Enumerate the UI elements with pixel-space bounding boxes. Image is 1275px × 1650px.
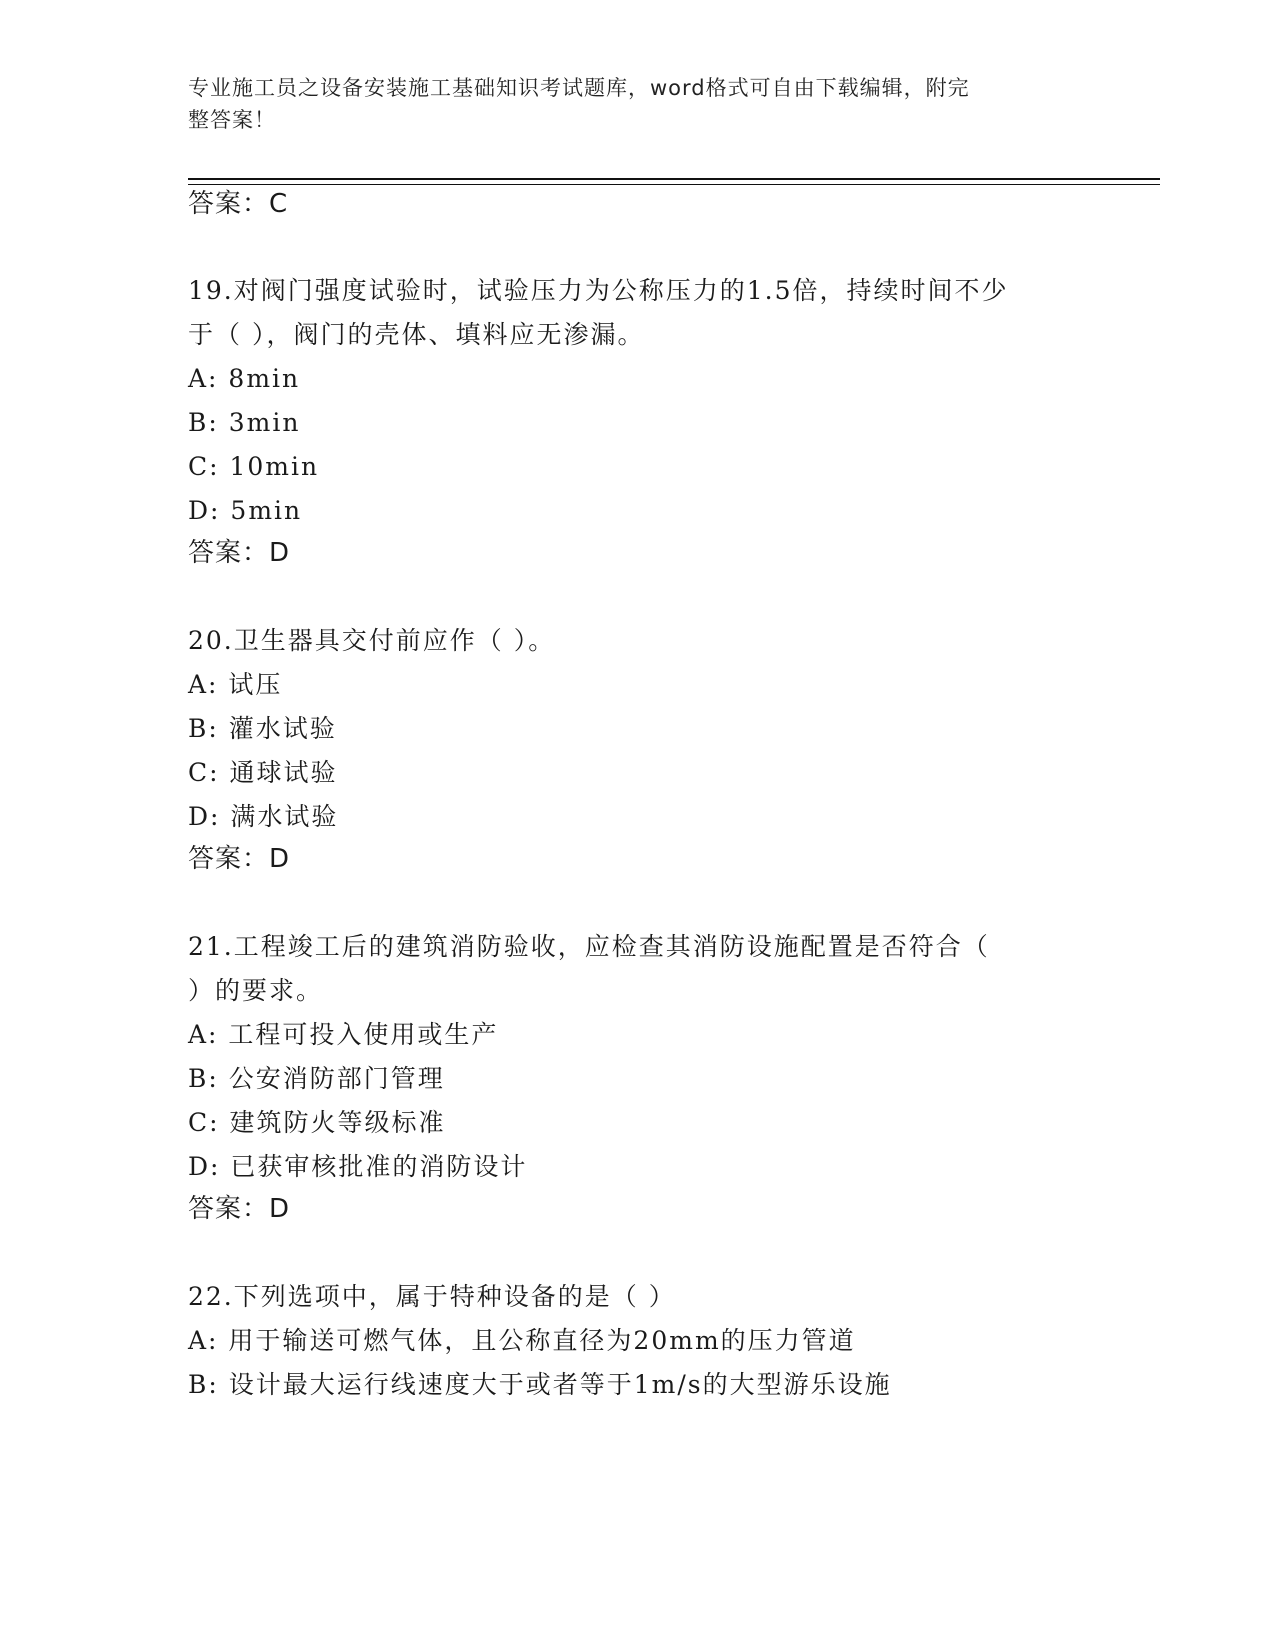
question-20-stem-line-1: 20.卫生器具交付前应作（ ）。 bbox=[188, 626, 556, 655]
header-title-line-2: 整答案！ bbox=[188, 108, 276, 132]
question-21-stem-line-1: 21.工程竣工后的建筑消防验收，应检查其消防设施配置是否符合（ bbox=[188, 932, 990, 961]
question-19-stem-line-1: 19.对阀门强度试验时，试验压力为公称压力的1.5倍，持续时间不少 bbox=[188, 276, 1009, 305]
question-21-option-a: A: 工程可投入使用或生产 bbox=[188, 1020, 499, 1049]
document-header bbox=[188, 72, 1068, 136]
question-19-answer: 答案：D bbox=[188, 538, 291, 568]
question-20-option-d: D: 满水试验 bbox=[188, 802, 339, 831]
question-19-option-b: B: 3min bbox=[188, 408, 301, 437]
question-20-option-c: C: 通球试验 bbox=[188, 758, 338, 787]
question-21-option-b: B: 公安消防部门管理 bbox=[188, 1064, 445, 1093]
previous-answer: 答案：C bbox=[188, 189, 289, 219]
question-19-stem-line-2: 于（ ），阀门的壳体、填料应无渗漏。 bbox=[188, 320, 645, 349]
question-21-option-c: C: 建筑防火等级标准 bbox=[188, 1108, 446, 1137]
question-21-stem-line-2: ）的要求。 bbox=[188, 976, 324, 1005]
question-22-option-a: A: 用于输送可燃气体，且公称直径为20mm的压力管道 bbox=[188, 1326, 856, 1355]
header-divider-thick bbox=[188, 178, 1160, 180]
question-20-option-b: B: 灌水试验 bbox=[188, 714, 337, 743]
question-20-option-a: A: 试压 bbox=[188, 670, 283, 699]
header-divider-thin bbox=[188, 184, 1160, 185]
question-19-option-d: D: 5min bbox=[188, 496, 303, 525]
question-21-answer: 答案：D bbox=[188, 1194, 291, 1224]
question-20-answer: 答案：D bbox=[188, 844, 291, 874]
question-19-option-c: C: 10min bbox=[188, 452, 320, 481]
question-21-option-d: D: 已获审核批准的消防设计 bbox=[188, 1152, 528, 1181]
question-19-option-a: A: 8min bbox=[188, 364, 301, 393]
header-title-line-1: 专业施工员之设备安装施工基础知识考试题库，word格式可自由下载编辑，附完 bbox=[188, 76, 970, 100]
question-22-option-b: B: 设计最大运行线速度大于或者等于1m/s的大型游乐设施 bbox=[188, 1370, 892, 1399]
question-22-stem-line-1: 22.下列选项中，属于特种设备的是（ ） bbox=[188, 1282, 676, 1311]
